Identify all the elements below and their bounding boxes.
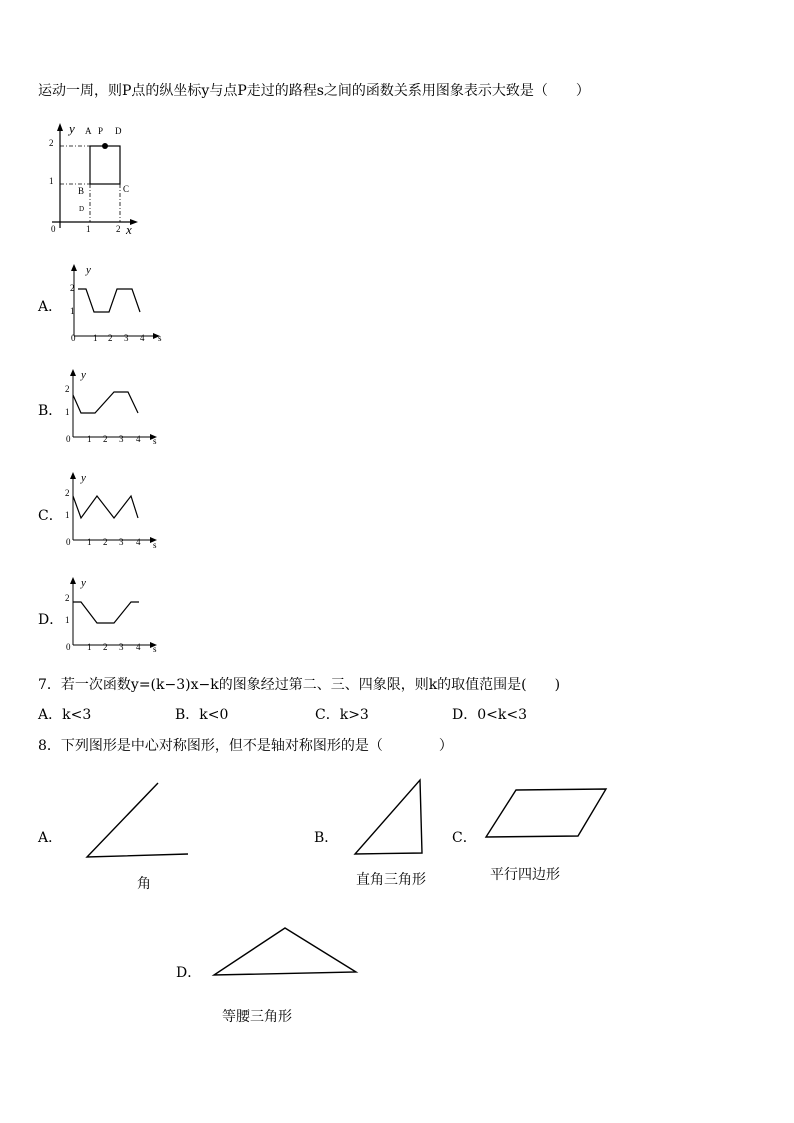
qd-xtick-1: 1 (87, 642, 92, 652)
q7-option-a[interactable]: A．k<3 (38, 707, 92, 723)
q6-option-c-letter[interactable]: C． (38, 508, 63, 524)
qd-xtick-4: 4 (136, 642, 141, 652)
q6-stem: 运动一周，则P点的纵坐标y与点P走过的路程s之间的函数关系用图象表示大致是（ ） (38, 83, 590, 99)
label-C: C (123, 184, 130, 194)
qa-xtick-1: 1 (93, 333, 98, 343)
q8-option-b-letter[interactable]: B． (314, 830, 339, 846)
qd-x: s (153, 644, 157, 654)
q8-option-c-letter[interactable]: C． (452, 830, 477, 846)
qd-xtick-3: 3 (119, 642, 124, 652)
qa-xtick-0: 0 (71, 333, 76, 343)
qd-ytick-2: 2 (65, 593, 70, 603)
qa-ytick-2: 2 (70, 283, 75, 293)
qb-x: s (153, 436, 157, 446)
q7-option-c[interactable]: C．k>3 (315, 707, 369, 723)
main-ytick-1: 1 (49, 176, 54, 186)
q8-caption-c: 平行四边形 (490, 867, 560, 883)
label-P: P (98, 126, 104, 136)
main-xtick-2: 2 (116, 224, 121, 234)
qa-y: y (86, 264, 91, 276)
q7-option-d[interactable]: D．0<k<3 (452, 707, 527, 723)
qa-x: s (158, 333, 162, 343)
label-D-partial: D (79, 205, 85, 213)
q8-option-a-letter[interactable]: A． (38, 830, 63, 846)
qd-xtick-2: 2 (103, 642, 108, 652)
qb-y: y (81, 369, 86, 381)
qd-y: y (81, 577, 86, 589)
main-ytick-2: 2 (49, 138, 54, 148)
qa-xtick-3: 3 (124, 333, 129, 343)
qc-xtick-3: 3 (119, 537, 124, 547)
qc-xtick-4: 4 (136, 537, 141, 547)
qd-ytick-1: 1 (65, 615, 70, 625)
q6-option-b-letter[interactable]: B． (38, 403, 63, 419)
q8-caption-b: 直角三角形 (356, 872, 426, 888)
label-A: A (85, 126, 92, 136)
main-y-axis-label: y (69, 121, 75, 136)
q8-option-d-letter[interactable]: D． (176, 965, 202, 981)
q7-option-b[interactable]: B．k<0 (175, 707, 229, 723)
q8-caption-a: 角 (137, 876, 151, 892)
q6-option-d-graph (65, 577, 165, 653)
q7-stem: 7．若一次函数y=(k−3)x−k的图象经过第二、三、四象限，则k的取值范围是( ) (38, 677, 561, 693)
q6-option-c-graph (65, 472, 165, 548)
qc-xtick-0: 0 (66, 537, 71, 547)
q8-caption-d: 等腰三角形 (222, 1009, 292, 1025)
main-origin: 0 (51, 224, 56, 234)
qb-xtick-4: 4 (136, 434, 141, 444)
q8-stem: 8．下列图形是中心对称图形，但不是轴对称图形的是（ ） (38, 738, 453, 754)
qc-xtick-2: 2 (103, 537, 108, 547)
q8-angle-shape (80, 778, 200, 868)
qb-xtick-0: 0 (66, 434, 71, 444)
q6-option-b-graph (65, 369, 165, 445)
q8-right-triangle-shape (350, 776, 430, 858)
q8-parallelogram-shape (482, 786, 612, 842)
qc-xtick-1: 1 (87, 537, 92, 547)
qb-xtick-2: 2 (103, 434, 108, 444)
q6-main-figure (40, 120, 150, 240)
qb-xtick-3: 3 (119, 434, 124, 444)
qb-ytick-1: 1 (65, 407, 70, 417)
qc-ytick-1: 1 (65, 510, 70, 520)
qb-xtick-1: 1 (87, 434, 92, 444)
label-B: B (78, 186, 85, 196)
qa-xtick-2: 2 (108, 333, 113, 343)
main-xtick-1: 1 (86, 224, 91, 234)
qa-xtick-4: 4 (140, 333, 145, 343)
label-D: D (115, 126, 122, 136)
qc-x: s (153, 540, 157, 550)
q6-option-a-graph (66, 264, 166, 344)
main-x-axis-label: x (126, 222, 132, 237)
q8-isosceles-triangle-shape (210, 924, 360, 980)
qd-xtick-0: 0 (66, 642, 71, 652)
qb-ytick-2: 2 (65, 384, 70, 394)
qc-ytick-2: 2 (65, 488, 70, 498)
qa-ytick-1: 1 (70, 306, 75, 316)
q6-option-a-letter[interactable]: A． (38, 299, 63, 315)
qc-y: y (81, 472, 86, 484)
q6-option-d-letter[interactable]: D． (38, 612, 64, 628)
